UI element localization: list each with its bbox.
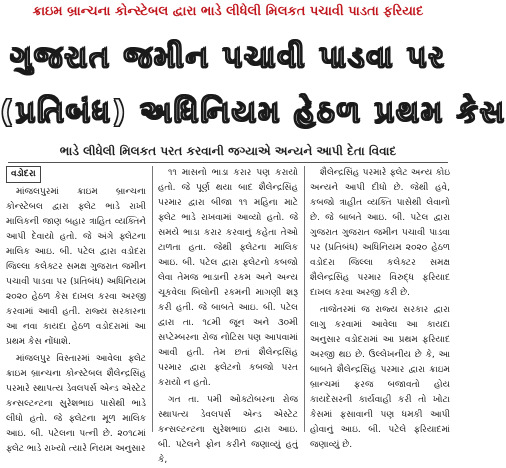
- paragraph: શૈલેન્દ્રસિંહ પરમારે ફ્લેટ અન્ય કોઇ અન્યને આપી દીધો છે. જેથી હવે, કબજો ત્રાહીત વ્યક્તિ પાસેથી લેવાનો છે. જે બાબતે આઇ. બી. પટેલ દ્વારા ગુજરાત ગુજરાત જમીન પચાવી પાડવા પર (પ્રતિબંધ) અધિનિયમ ૨૦૨૦ હેઠળ વડોદરા જિલ્લા કલેક્ટર સમક્ષ શૈલેન્દ્રસિંહ પરમાર વિરુદ્ધ ફરિયાદ દાખલ કરવા અરજી કરી છે.: [310, 168, 450, 298]
- column-divider: [152, 166, 153, 432]
- kicker-line: ક્રાઇમ બ્રાન્ચના કોન્સ્ટેબલ દ્વારા ભાડે લીધેલી મિલકત પચાવી પાડતા ફરિયાદ: [32, 4, 424, 19]
- article-column-1: [6, 166, 146, 454]
- subheadline: ભાડે લીધેલી મિલકત પરત કરવાની જગ્યાએ અન્યને આપી દેતા વિવાદ: [59, 144, 397, 158]
- dateline: વડોદરા: [6, 166, 41, 183]
- headline-line-1: ગુજરાત જમીન પચાવી પાડવા પર: [10, 40, 446, 75]
- article-column-2: [158, 166, 298, 465]
- headline-line-2: (પ્રતિબંધ) અધિનિયમ હેઠળ પ્રથમ કેસ: [0, 95, 506, 130]
- header-rule: [8, 162, 448, 163]
- paragraph: માંજલપુરમાં ક્રાઇમ બ્રાન્ચના કોન્સ્ટેબલ દ્વારા ફ્લેટ ભાડે રાખી માલિકની જાણ બહાર ત્રાહિત વ્યક્તિને આપી દેવાયો હતો. જે અંગે ફ્લેટના માલિક આઇ. બી. પટેલ દ્વારા વડોદરા જિલ્લા કલેક્ટર સમક્ષ ગુજરાત જમીન પચાવી પાડવા પર (પ્રતિબંધ) અધિનિયમ ૨૦૨૦ હેઠળ કેસ દાખલ કરવા અરજી કરવામાં આવી હતી. રાજ્ય સરકારના આ નવા કાયદા હેઠળ વડોદરામાં આ પ્રથમ કેસ નોંધાશે.: [6, 187, 146, 347]
- article-column-3: [310, 166, 450, 450]
- paragraph: ગત તા. ૫મી ઓક્ટોબરના રોજ સ્થાપત્ય ડેવલપર્સ એન્ડ એસ્ટેટ કન્સલ્ટન્ટના સુરેશભાઇ દ્વારા આઇ. બી. પટેલને ફોન કરીને જણાવ્યું હતું કે,: [158, 395, 298, 465]
- paragraph: ૧૧ માસનો ભાડા કરાર પણ કરાયો હતો. જે પૂર્ણ થયા બાદ શૈલેન્દ્રસિંહ પરમાર દ્વારા બીજા ૧૧ મહિના માટે ફ્લેટ ભાડે રાખવામાં આવ્યો હતો. જે સમયે ભાડા કરાર કરવાનું કહેતા તેઓ ટાળતા હતા. જેથી ફ્લેટના માલિક આઇ. બી. પટેલ દ્વારા ફ્લેટનો કબજો લેવા તેમજ ભાડાની રકમ અને અન્ય ચૂકવેલા બિલોની રકમની માગણી શરૂ કરી હતી. જે બાબતે આઇ. બી. પટેલ દ્વારા તા. ૧૮મી જૂન અને ૩૦મી સપ્ટેમ્બરના રોજ નોટિસ પણ આપવામાં આવી હતી. તેમ છતાં શૈલેન્દ્રસિંહ પરમાર દ્વારા ફ્લેટનો કબજો પરત કરાયો ન હતો.: [158, 168, 298, 388]
- paragraph: તાજેતરમાં જ રાજ્ય સરકાર દ્વારા લાગુ કરવામાં આવેલા આ કાયદા અનુસાર વડોદરામાં આ પ્રથમ ફરિયાદ અરજી થઇ છે. ઉલ્લેખનીય છે કે, આ બાબતે શૈલેન્દ્રસિંહ પરમાર દ્વારા ક્રાઇમ બ્રાન્ચમાં ફરજ બજાવતો હોય કાયદેસરની કાર્યવાહી કરી તો ખોટા કેસમાં ફસાવાની પણ ધમકી આપી હોવાનું આઇ. બી. પટેલે ફરિયાદમાં જણાવ્યું છે.: [310, 305, 450, 450]
- paragraph: માંજલપુર વિસ્તારમાં આવેલા ફ્લેટ ક્રાઇમ બ્રાન્ચના કોન્સ્ટેબલ શૈલેન્દ્રસિંહ પરમારે સ્થાપત્ય ડેવલપર્સ એન્ડ એસ્ટેટ કન્સલ્ટન્ટના સુરેશભાઇ પાસેથી ભાડે લીધો હતો. જે ફ્લેટના મૂળ માલિક આઇ. બી. પટેલના પત્ની છે. ૨૦૧૮માં ફ્લેટ ભાડે રાખ્યો ત્યારે નિયમ અનુસાર: [6, 354, 146, 454]
- column-divider: [304, 166, 305, 432]
